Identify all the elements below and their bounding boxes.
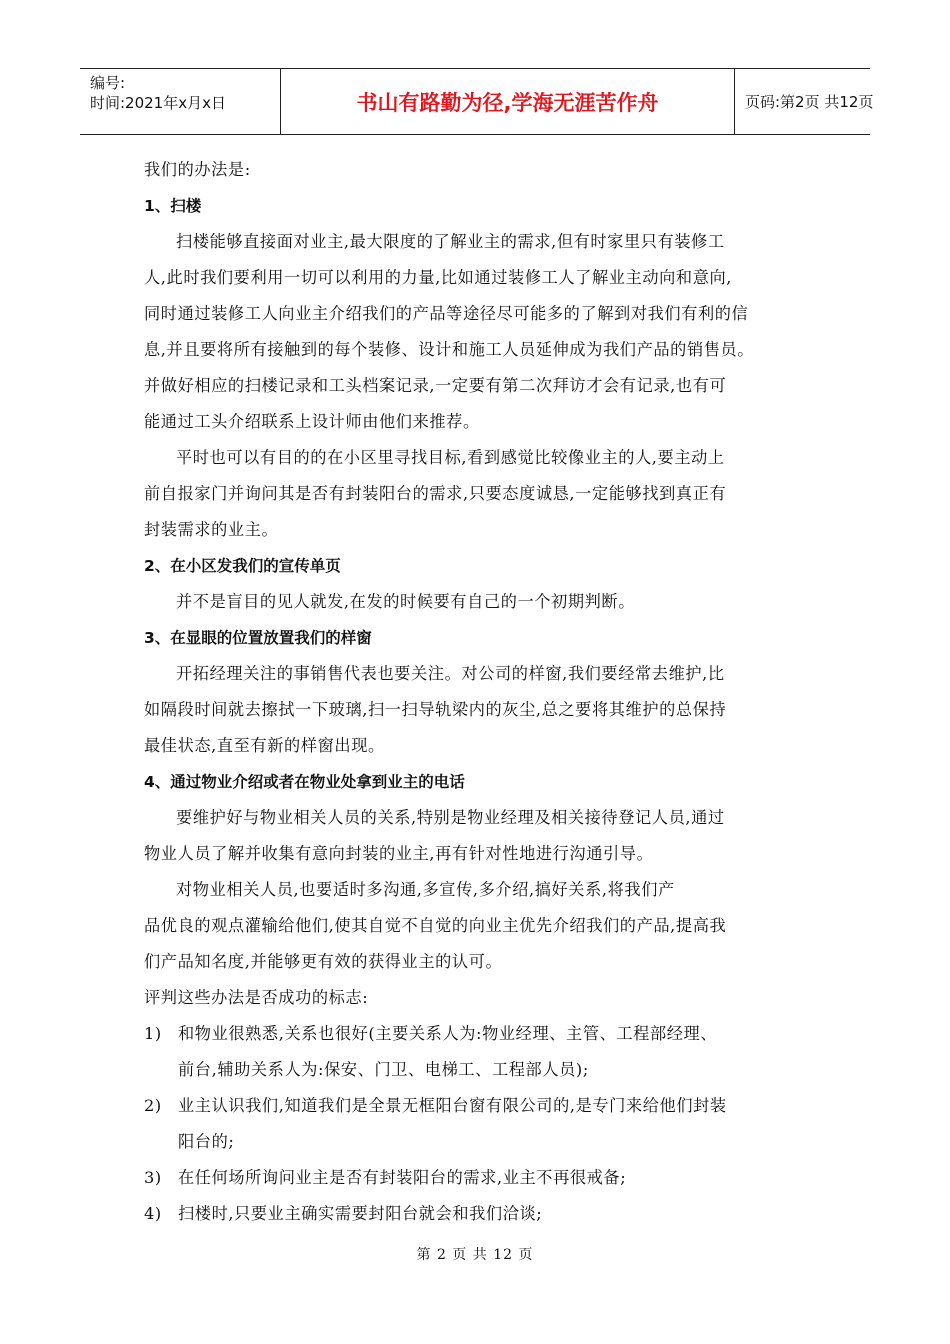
section-heading-2: 2、在小区发我们的宣传单页 — [144, 557, 341, 575]
paragraph-line: 品优良的观点灌输给他们,使其自觉不自觉的向业主优先介绍我们的产品,提高我 — [144, 916, 727, 935]
paragraph-line: 并做好相应的扫楼记录和工头档案记录,一定要有第二次拜访才会有记录,也有可 — [144, 376, 727, 395]
criteria-number: 4) — [144, 1204, 162, 1223]
paragraph-line: 要维护好与物业相关人员的关系,特别是物业经理及相关接待登记人员,通过 — [176, 808, 725, 827]
paragraph-line: 同时通过装修工人向业主介绍我们的产品等途径尽可能多的了解到对我们有利的信 — [144, 304, 749, 323]
header-meta-cell — [80, 69, 280, 134]
criteria-text-continued: 前台,辅助关系人为:保安、门卫、电梯工、工程部人员); — [178, 1060, 589, 1079]
paragraph-line: 人,此时我们要利用一切可以利用的力量,比如通过装修工人了解业主动向和意向, — [144, 268, 733, 287]
criteria-text-continued: 阳台的; — [178, 1132, 235, 1151]
paragraph-line: 最佳状态,直至有新的样窗出现。 — [144, 736, 385, 755]
criteria-item — [144, 1016, 814, 1052]
criteria-intro: 评判这些办法是否成功的标志: — [144, 988, 369, 1007]
paragraph-line: 扫楼能够直接面对业主,最大限度的了解业主的需求,但有时家里只有装修工 — [176, 232, 725, 251]
document-body — [144, 152, 814, 1232]
paragraph-line: 对物业相关人员,也要适时多沟通,多宣传,多介绍,搞好关系,将我们产 — [176, 880, 675, 899]
criteria-number: 1) — [144, 1024, 162, 1043]
page-code: 页码:第2页 共12页 — [745, 93, 874, 111]
criteria-text: 在任何场所询问业主是否有封装阳台的需求,业主不再很戒备; — [178, 1168, 627, 1187]
criteria-item — [144, 1160, 814, 1196]
criteria-text: 扫楼时,只要业主确实需要封阳台就会和我们洽谈; — [178, 1204, 543, 1223]
section-heading-1: 1、扫楼 — [144, 197, 202, 215]
criteria-text: 和物业很熟悉,关系也很好(主要关系人为:物业经理、主管、工程部经理、 — [178, 1024, 718, 1043]
page-footer: 第 2 页 共 12 页 — [416, 1247, 534, 1263]
criteria-number: 2) — [144, 1096, 162, 1115]
section-heading-4: 4、通过物业介绍或者在物业处拿到业主的电话 — [144, 773, 465, 791]
paragraph-line: 能通过工头介绍联系上设计师由他们来推荐。 — [144, 412, 480, 431]
intro-text: 我们的办法是: — [144, 160, 251, 179]
paragraph-line: 开拓经理关注的事销售代表也要关注。对公司的样窗,我们要经常去维护,比 — [176, 664, 725, 683]
paragraph-line: 们产品知名度,并能够更有效的获得业主的认可。 — [144, 952, 503, 971]
paragraph-line: 物业人员了解并收集有意向封装的业主,再有针对性地进行沟通引导。 — [144, 844, 654, 863]
criteria-text: 业主认识我们,知道我们是全景无框阳台窗有限公司的,是专门来给他们封装 — [178, 1096, 727, 1115]
paragraph-line: 平时也可以有目的的在小区里寻找目标,看到感觉比较像业主的人,要主动上 — [176, 448, 725, 467]
section-heading-3: 3、在显眼的位置放置我们的样窗 — [144, 629, 372, 647]
time-label: 时间:2021年x月x日 — [90, 94, 226, 112]
paragraph-line: 封装需求的业主。 — [144, 520, 279, 539]
number-label: 编号: — [90, 74, 126, 92]
document-header — [80, 68, 874, 135]
paragraph-line: 息,并且要将所有接触到的每个装修、设计和施工人员延伸成为我们产品的销售员。 — [144, 340, 755, 359]
criteria-item — [144, 1088, 814, 1124]
motto: 书山有路勤为径,学海无涯苦作舟 — [280, 69, 735, 134]
criteria-number: 3) — [144, 1168, 162, 1187]
paragraph-line: 前自报家门并询问其是否有封装阳台的需求,只要态度诚恳,一定能够找到真正有 — [144, 484, 727, 503]
paragraph-line: 并不是盲目的见人就发,在发的时候要有自己的一个初期判断。 — [176, 592, 636, 611]
paragraph-line: 如隔段时间就去擦拭一下玻璃,扫一扫导轨梁内的灰尘,总之要将其维护的总保持 — [144, 700, 727, 719]
criteria-item — [144, 1196, 814, 1232]
